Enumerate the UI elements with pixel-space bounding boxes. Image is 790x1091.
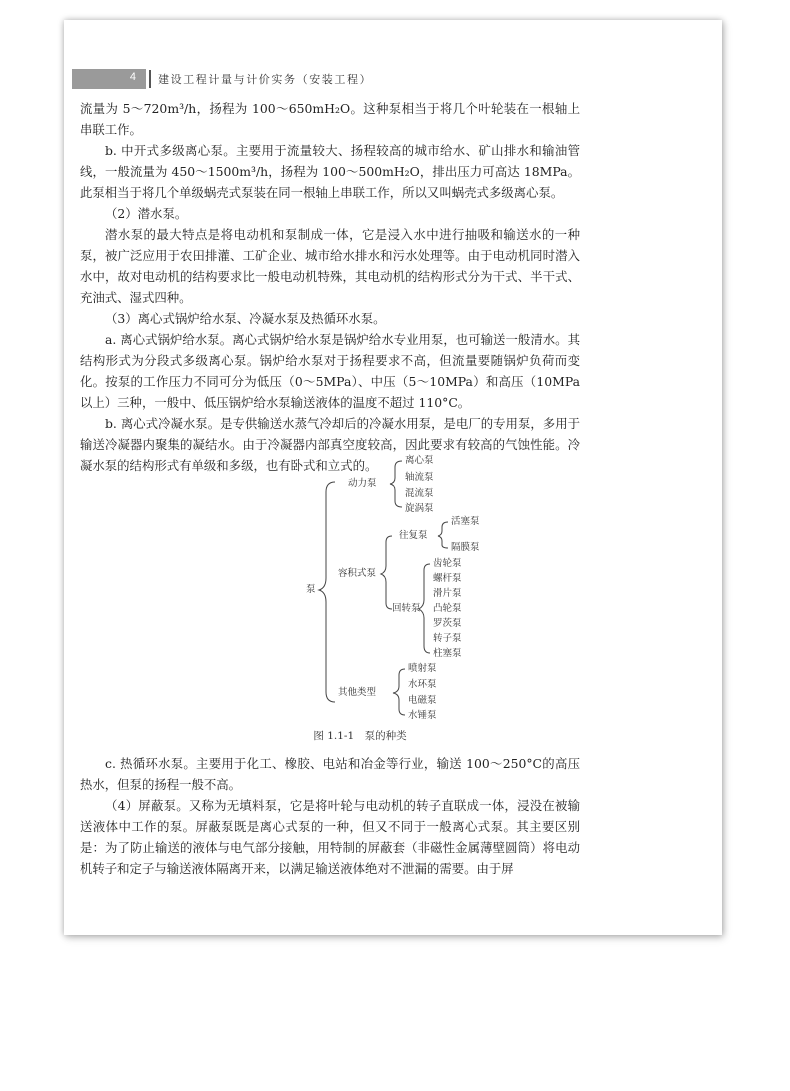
pump-type: 活塞泵 (451, 516, 480, 527)
pump-type: 凸轮泵 (433, 603, 462, 614)
paragraph: c. 热循环水泵。主要用于化工、橡胶、电站和冶金等行业，输送 100～250°C的高压热水，但泵的扬程一般不高。 (80, 756, 580, 792)
category-positive: 容积式泵 (338, 568, 377, 579)
body-text-top (80, 98, 580, 476)
paragraph: （4）屏蔽泵。又称为无填料泵，它是将叶轮与电动机的转子直联成一体，浸没在被输送液体中工作的泵。屏蔽泵既是离心式泵的一种，但又不同于一般离心式泵。其主要区别是：为了防止输送的液体与电气部分接触，用特制的屏蔽套（非磁性金属薄壁圆筒）将电动机转子和定子与输送液体隔离开来，以满足输送液体绝对不泄漏的需要。由于屏 (80, 798, 580, 876)
pump-type: 转子泵 (433, 633, 462, 644)
root-brace (319, 482, 335, 702)
paragraph: 流量为 5～720m³/h，扬程为 100～650mH₂O。这种泵相当于将几个叶轮装在一根轴上串联工作。 (80, 101, 580, 137)
pump-type: 柱塞泵 (433, 648, 462, 659)
root-label: 泵 (306, 584, 316, 595)
pump-type: 水锤泵 (408, 710, 437, 721)
pump-type: 隔膜泵 (451, 542, 480, 553)
page-header (72, 69, 722, 89)
paragraph: b. 离心式冷凝水泵。是专供输送水蒸气冷却后的冷凝水用泵，是电厂的专用泵，多用于输送冷凝器内聚集的凝结水。由于冷凝器内部真空度较高，因此要求有较高的气蚀性能。冷凝水泵的结构形式有单级和多级，也有卧式和立式的。 (80, 416, 580, 473)
figure-caption: 图 1.1-1 泵的种类 (313, 730, 407, 742)
pump-type: 电磁泵 (408, 695, 437, 706)
body-text-bottom (80, 753, 580, 879)
paragraph: a. 离心式锅炉给水泵。离心式锅炉给水泵是锅炉给水专业用泵，也可输送一般清水。其结构形式为分段式多级离心泵。锅炉给水泵对于扬程要求不高，但流量要随锅炉负荷而变化。按泵的工作压力不同可分为低压（0～5MPa）、中压（5～10MPa）和高压（10MPa 以上）三种，一般中、低压锅炉给水泵输送液体的温度不超过 110°C。 (80, 332, 580, 410)
page-number: 4 (129, 71, 136, 83)
dynamic-brace (390, 461, 402, 507)
pump-type: 旋涡泵 (405, 503, 434, 514)
page-number-box (72, 69, 146, 89)
pump-type: 滑片泵 (433, 588, 462, 599)
positive-brace (381, 536, 392, 609)
pump-type: 螺杆泵 (433, 573, 462, 584)
subcategory-reciprocating: 往复泵 (399, 530, 428, 541)
paragraph: （2）潜水泵。 (105, 206, 188, 221)
pump-type: 离心泵 (405, 455, 434, 466)
reciprocating-brace (438, 522, 448, 548)
pump-type: 混流泵 (405, 488, 434, 499)
book-title: 建设工程计量与计价实务（安装工程） (158, 73, 373, 86)
other-brace (393, 669, 405, 715)
paragraph: 潜水泵的最大特点是将电动机和泵制成一体，它是浸入水中进行抽吸和输送水的一种泵，被广泛应用于农田排灌、工矿企业、城市给水排水和污水处理等。由于电动机同时潜入水中，故对电动机的结构要求比一般电动机特殊，其电动机的结构形式分为干式、半干式、充油式、湿式四种。 (80, 227, 580, 305)
paragraph: b. 中开式多级离心泵。主要用于流量较大、扬程较高的城市给水、矿山排水和输油管线，一般流量为 450～1500m³/h，扬程为 100～500mH₂O，排出压力可高达 18MPa。此泵相当于将几个单级蜗壳式泵装在同一根轴上串联工作，所以又叫蜗壳式多级离心泵。 (80, 143, 580, 200)
category-other: 其他类型 (338, 687, 377, 698)
pump-type: 罗茨泵 (433, 618, 462, 629)
pump-classification-diagram (230, 450, 490, 750)
pump-type: 齿轮泵 (433, 558, 462, 569)
paragraph: （3）离心式锅炉给水泵、冷凝水泵及热循环水泵。 (105, 311, 386, 326)
pump-type: 喷射泵 (408, 663, 437, 674)
header-divider (149, 70, 151, 88)
subcategory-rotary: 回转泵 (392, 603, 421, 614)
pump-type: 轴流泵 (405, 472, 434, 483)
pump-type: 水环泵 (408, 679, 437, 690)
category-dynamic: 动力泵 (348, 478, 377, 489)
